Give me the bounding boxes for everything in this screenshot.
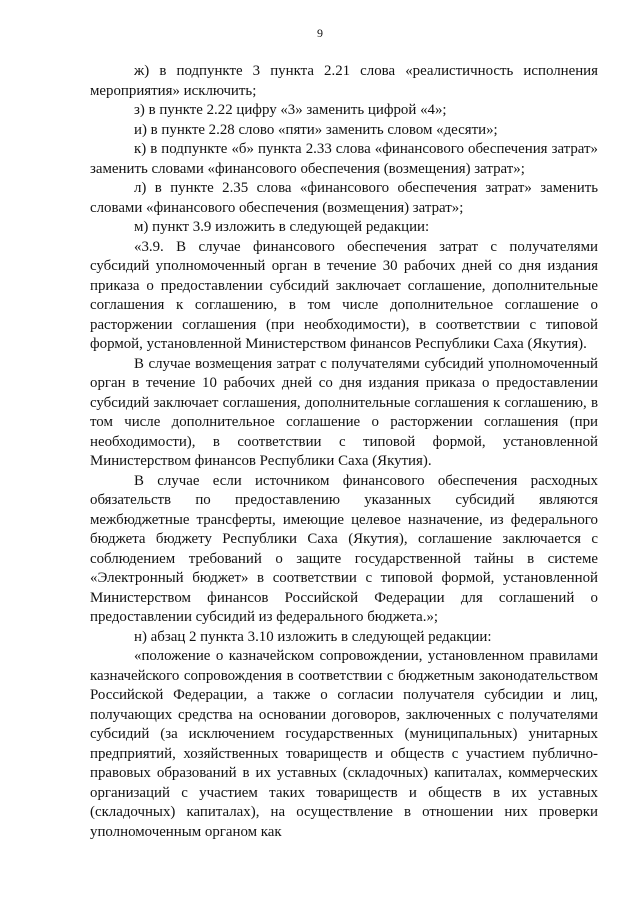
paragraph-l: л) в пункте 2.35 слова «финансового обеспечения затрат» заменить словами «финансового обеспечения (возмещения) затрат»; [90,180,598,216]
paragraph-interbudget: В случае если источником финансового обеспечения расходных обязательств по предоставлению указанных субсидий являются межбюджетные трансферты, имеющие целевое назначение, из федерального бюджета бюджету Республики Саха (Якутия), соглашение заключается с соблюдением требований о защите государственной тайны в системе «Электронный бюджет» в соответствии с типовой формой, установленной Министерством финансов Российской Федерации для соглашений о предоставлении субсидий из федерального бюджета.»; [90,472,598,625]
paragraph-i: и) в пункте 2.28 слово «пяти» заменить словом «десяти»; [134,121,498,138]
paragraph-3-9: «3.9. В случае финансового обеспечения затрат с получателями субсидий уполномоченный орган в течение 30 рабочих дней со дня издания приказа о предоставлении субсидий заключает соглашение, дополнительные соглашения к соглашению, в том числе дополнительное соглашение о расторжении соглашения (при необходимости), в соответствии с типовой формой, установленной Министерством финансов Республики Саха (Якутия). [90,238,598,352]
paragraph-n: н) абзац 2 пункта 3.10 изложить в следующей редакции: [134,628,492,645]
paragraph-m: м) пункт 3.9 изложить в следующей редакции: [134,219,430,235]
paragraph-z: з) в пункте 2.22 цифру «3» заменить цифрой «4»; [134,102,447,118]
paragraph-k: к) в подпункте «б» пункта 2.33 слова «финансового обеспечения затрат» заменить словами «финансового обеспечения (возмещения) затрат»; [90,141,598,177]
page-number: 9 [317,26,323,40]
document-body [90,62,598,842]
paragraph-zh: ж) в подпункте 3 пункта 2.21 слова «реалистичность исполнения мероприятия» исключить; [90,63,598,99]
paragraph-treasury: «положение о казначейском сопровождении, установленном правилами казначейского сопровождения в соответствии с бюджетным законодательством Российской Федерации, а также о согласии получателя субсидии и лиц, получающих средства на основании договоров, заключенных с получателями субсидий (за исключением государственных (муниципальных) унитарных предприятий, хозяйственных товариществ и обществ с участием публично-правовых образований в их уставных (складочных) капиталах, коммерческих организаций с участием таких товариществ и обществ в их уставных (складочных) капиталах), на осуществление в отношении них проверки уполномоченным органом как [90,648,598,840]
paragraph-reimbursement: В случае возмещения затрат с получателями субсидий уполномоченный орган в течение 10 рабочих дней со дня издания приказа о предоставлении субсидий заключает соглашения, дополнительные соглашения к соглашению, в том числе дополнительное соглашение о расторжении соглашения (при необходимости), в соответствии с типовой формой, установленной Министерством финансов Республики Саха (Якутия). [90,355,598,469]
